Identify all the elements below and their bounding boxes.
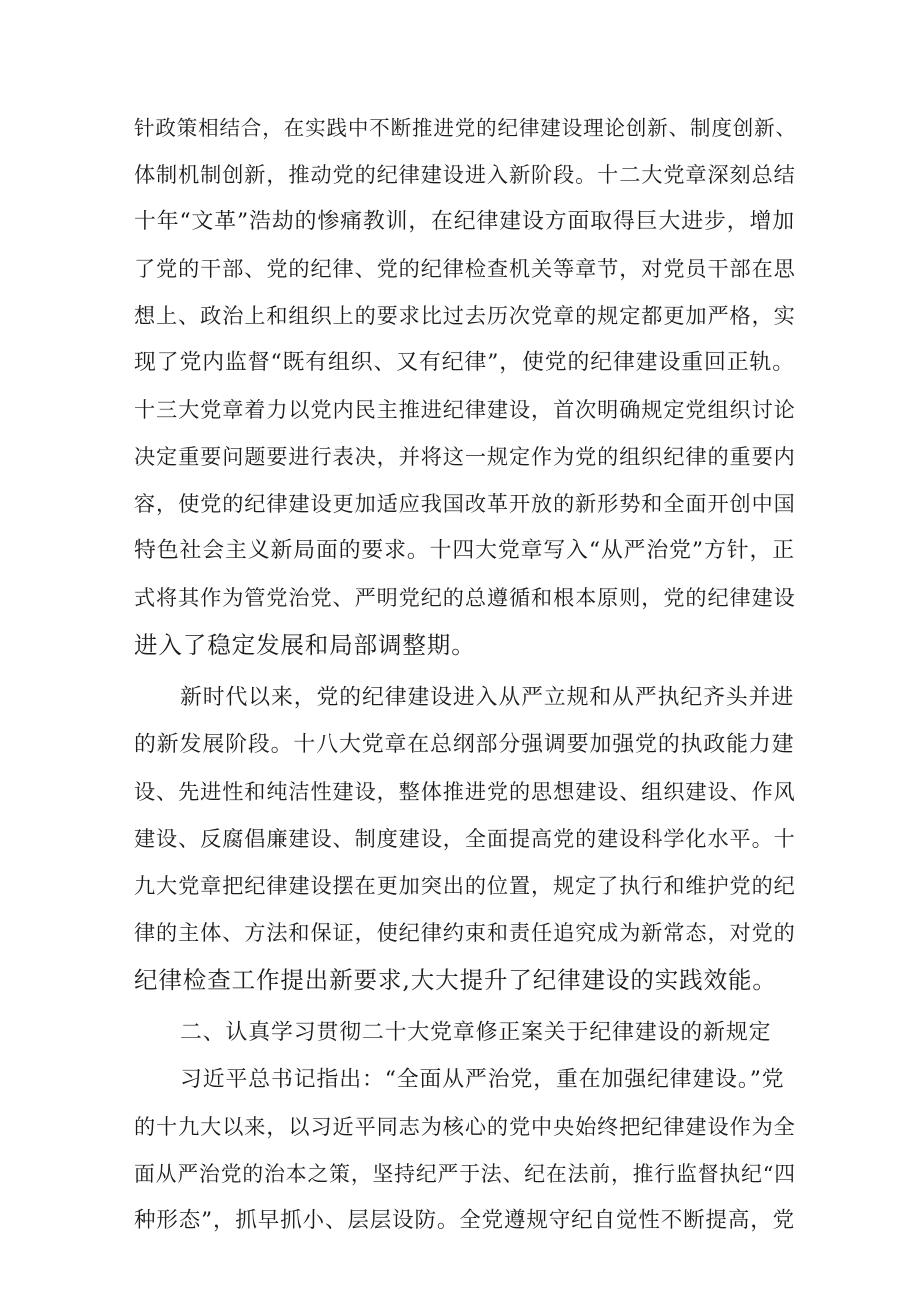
section-heading: 二、认真学习贯彻二十大党章修正案关于纪律建设的新规定 <box>180 1020 772 1045</box>
paragraph-3-line-1: 习近平总书记指出：“全面从严治党，重在加强纪律建设。”党 <box>180 1067 785 1092</box>
paragraph-1-line-7: 十三大党章着力以党内民主推进纪律建设，首次明确规定党组织讨论 <box>134 397 796 422</box>
paragraph-1-line-10: 特色社会主义新局面的要求。十四大党章写入“从严治党”方针，正 <box>134 538 795 563</box>
paragraph-1-line-8: 决定重要问题要进行表决，并将这一规定作为党的组织纪律的重要内 <box>134 444 796 469</box>
paragraph-1-line-9: 容，使党的纪律建设更加适应我国改革开放的新形势和全面开创中国 <box>134 491 796 516</box>
paragraph-2-line-1: 新时代以来，党的纪律建设进入从严立规和从严执纪齐头并进 <box>180 685 795 710</box>
paragraph-2-line-2: 的新发展阶段。十八大党章在总纲部分强调要加强党的执政能力建 <box>134 732 795 757</box>
paragraph-3-line-3: 面从严治党的治本之策，坚持纪严于法、纪在法前，推行监督执纪“四 <box>134 1162 796 1186</box>
paragraph-1-line-2: 体制机制创新，推动党的纪律建设进入新阶段。十二大党章深刻总结 <box>134 162 796 187</box>
paragraph-2-line-6: 律的主体、方法和保证，使纪律约束和责任追究成为新常态，对党的 <box>134 920 796 945</box>
paragraph-3-line-4: 种形态”，抓早抓小、层层设防。全党遵规守纪自觉性不断提高，党 <box>134 1208 796 1233</box>
paragraph-1-line-6: 现了党内监督“既有组织、又有纪律”，使党的纪律建设重回正轨。 <box>134 350 795 375</box>
paragraph-1-line-12: 进入了稳定发展和局部调整期。 <box>134 631 476 659</box>
paragraph-1-line-3: 十年“文革”浩劫的惨痛教训，在纪律建设方面取得巨大进步，增加 <box>134 209 795 234</box>
paragraph-2-line-5: 九大党章把纪律建设摆在更加突出的位置，规定了执行和维护党的纪 <box>134 873 796 898</box>
paragraph-1-line-5: 想上、政治上和组织上的要求比过去历次党章的规定都更加严格，实 <box>134 303 796 328</box>
paragraph-1-line-11: 式将其作为管党治党、严明党纪的总遵循和根本原则，党的纪律建设 <box>134 585 796 610</box>
paragraph-2-line-3: 设、先进性和纯洁性建设，整体推进党的思想建设、组织建设、作风 <box>134 779 796 804</box>
paragraph-2-line-4: 建设、反腐倡廉建设、制度建设，全面提高党的建设科学化水平。十 <box>134 826 796 851</box>
paragraph-1-line-1: 针政策相结合，在实践中不断推进党的纪律建设理论创新、制度创新、 <box>134 116 797 140</box>
paragraph-3-line-2: 的十九大以来，以习近平同志为核心的党中央始终把纪律建设作为全 <box>134 1114 796 1139</box>
paragraph-1-line-4: 了党的干部、党的纪律、党的纪律检查机关等章节，对党员干部在思 <box>134 256 796 281</box>
paragraph-2-line-7: 纪律检查工作提出新要求,大大提升了纪律建设的实践效能。 <box>134 966 777 994</box>
